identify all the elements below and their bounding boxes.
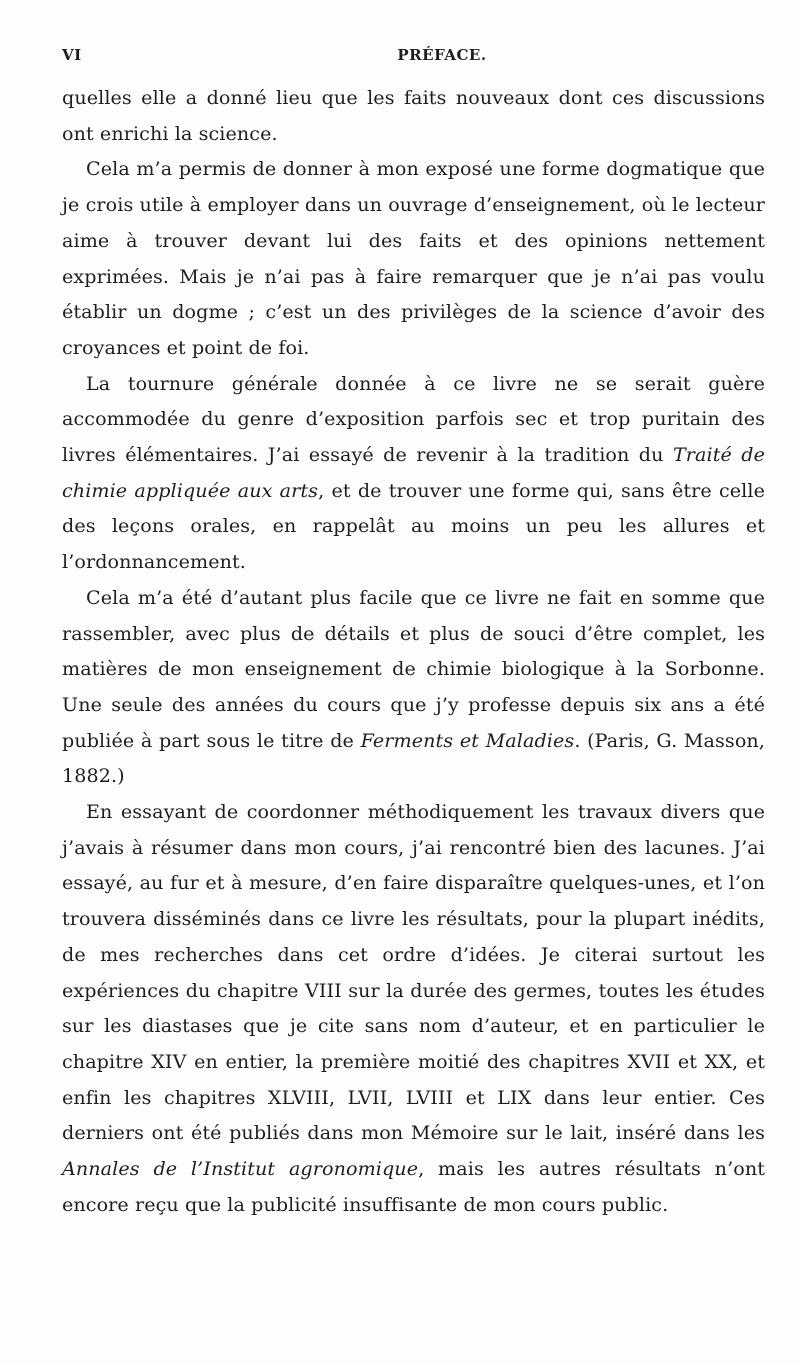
- paragraph: [62, 366, 765, 580]
- text-run: Cela m’a été d’autant plus facile que ce livre ne fait en somme que rassembler, avec plus de détails et plus de souci d’être complet, les matières de mon enseignement de chimie biologique à la Sorbonne. Une seule des années du cours que j’y professe depuis six ans a été publiée à part sous le titre de: [62, 585, 765, 752]
- body-text: [62, 80, 765, 1223]
- text-run: La tournure générale donnée à ce livre ne se serait guère accommodée du genre d’exposition parfois sec et trop puritain des livres élémentaires. J’ai essayé de revenir à la tradition du: [62, 371, 765, 467]
- running-title: PRÉFACE.: [397, 46, 487, 64]
- paragraph: [62, 80, 765, 151]
- paragraph: [62, 151, 765, 365]
- text-run: . (Paris, G. Masson, 1882.): [62, 728, 765, 788]
- running-head: [62, 46, 762, 70]
- italic-title: Traité de chimie appliquée aux arts: [62, 443, 765, 502]
- text-run: En essayant de coordonner méthodiquement les travaux divers que j’avais à résumer dans mon cours, j’ai rencontré bien des lacunes. J’ai essayé, au fur et à mesure, d’en faire disparaître quelques-unes, et l’on trouvera disséminés dans ce livre les résultats, pour la plupart inédits, de mes recherches dans cet ordre d’idées. Je citerai surtout les expériences du chapitre VIII sur la durée des germes, toutes les études sur les diastases que je cite sans nom d’auteur, et en particulier le chapitre XIV en entier, la première moitié des chapitres XVII et XX, et enfin les chapitres XLVIII, LVII, LVIII et LIX dans leur entier. Ces derniers ont été publiés dans mon Mémoire sur le lait, inséré dans les: [62, 800, 765, 1145]
- page-number: VI: [62, 46, 82, 64]
- text-run: , mais les autres résultats n’ont encore reçu que la publicité insuffisante de mon cours public.: [62, 1157, 766, 1216]
- italic-title: Ferments et Maladies: [360, 728, 575, 752]
- text-run: Cela m’a permis de donner à mon exposé une forme dogmatique que je crois utile à employer dans un ouvrage d’enseignement, où le lecteur aime à trouver devant lui des faits et des opinions nettement exprimées. Mais je n’ai pas à faire remarquer que je n’ai pas voulu établir un dogme ; c’est un des privilèges de la science d’avoir des croyances et point de foi.: [62, 157, 765, 359]
- text-run: , et de trouver une forme qui, sans être celle des leçons orales, en rappelât au moins un peu les allures et l’ordonnancement.: [62, 478, 765, 574]
- italic-title: Annales de l’Institut agronomique: [62, 1157, 419, 1181]
- paragraph: [62, 794, 765, 1222]
- text-run: quelles elle a donné lieu que les faits nouveaux dont ces discussions ont enrichi la science.: [62, 86, 765, 145]
- paragraph: [62, 580, 765, 794]
